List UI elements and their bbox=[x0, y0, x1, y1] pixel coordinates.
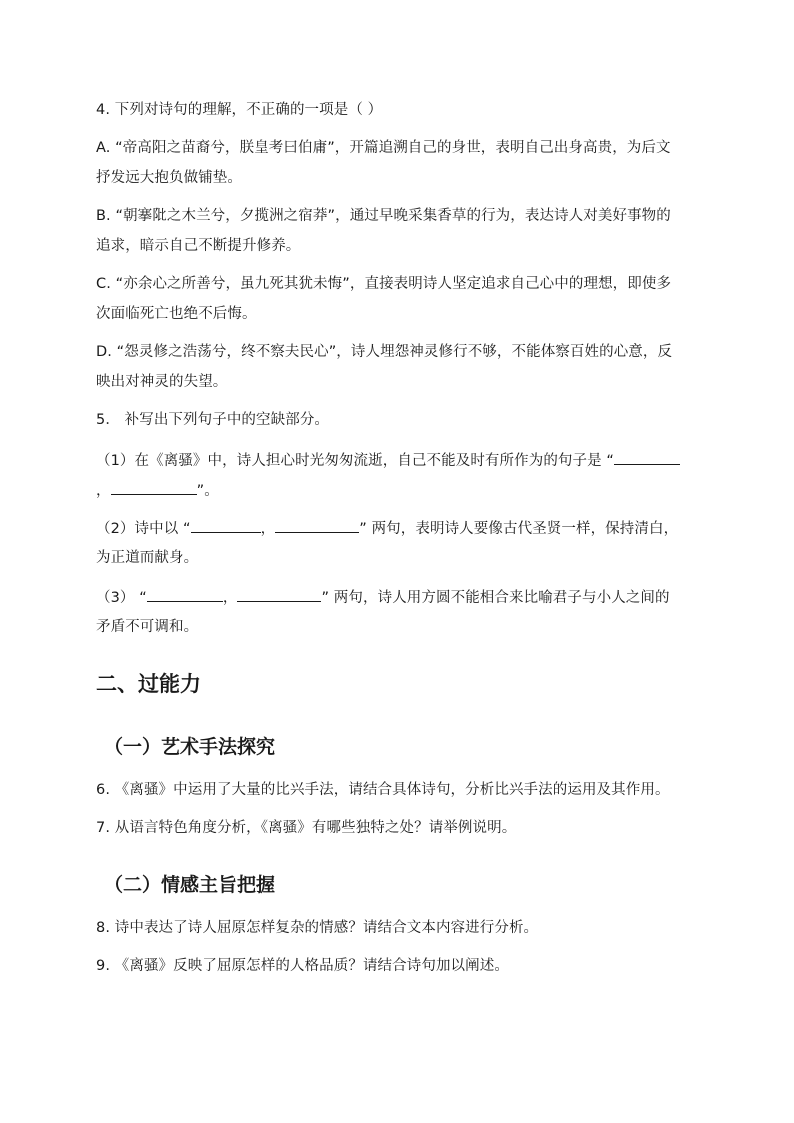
option-b-line-2: 追求，暗示自己不断提升修养。 bbox=[96, 238, 301, 254]
blank-closing-quote: ”。 bbox=[196, 483, 219, 499]
option-a-line-1: A. “帝高阳之苗裔兮，朕皇考曰伯庸”，开篇追溯自己的身世，表明自己出身高贵，为后文 bbox=[96, 140, 671, 156]
fill-in-blank[interactable] bbox=[275, 518, 359, 533]
question-6: 6. 《离骚》中运用了大量的比兴手法，请结合具体诗句，分析比兴手法的运用及其作用。 bbox=[96, 782, 670, 798]
question-5-part-1-text: （1）在《离骚》中，诗人担心时光匆匆流逝，自己不能及时有所作为的句子是 “ bbox=[96, 453, 615, 469]
fill-in-blank[interactable] bbox=[614, 450, 680, 465]
subsection-title-2: （二）情感主旨把握 bbox=[104, 874, 276, 896]
question-5-part-1-line-1 bbox=[96, 450, 680, 471]
question-4-stem: 4. 下列对诗句的理解，不正确的一项是（ ） bbox=[96, 102, 383, 118]
question-5-part-3-line-2: 矛盾不可调和。 bbox=[96, 619, 199, 635]
question-5-part-2-pre: （2）诗中以 “ bbox=[96, 521, 191, 537]
blank-separator: ， bbox=[260, 521, 276, 537]
option-b-line-1: B. “朝搴阰之木兰兮，夕揽洲之宿莽”，通过早晚采集香草的行为，表达诗人对美好事物的 bbox=[96, 208, 671, 224]
fill-in-blank[interactable] bbox=[147, 587, 223, 602]
option-c-line-2: 次面临死亡也绝不后悔。 bbox=[96, 306, 257, 322]
option-c-line-1: C. “亦余心之所善兮，虽九死其犹未悔”，直接表明诗人坚定追求自己心中的理想，即使多 bbox=[96, 276, 672, 292]
question-5-part-3-post: ” 两句，诗人用方圆不能相合来比喻君子与小人之间的 bbox=[321, 590, 670, 606]
fill-in-blank[interactable] bbox=[191, 518, 261, 533]
question-5-part-2-line-1 bbox=[96, 518, 678, 539]
question-5-part-3-pre: （3） “ bbox=[96, 590, 147, 606]
blank-separator: ， bbox=[96, 483, 111, 499]
option-a-line-2: 抒发远大抱负做铺垫。 bbox=[96, 170, 242, 186]
question-9: 9. 《离骚》反映了屈原怎样的人格品质？请结合诗句加以阐述。 bbox=[96, 958, 509, 974]
question-5-part-2-post: ” 两句，表明诗人要像古代圣贤一样，保持清白， bbox=[359, 521, 679, 537]
option-d-line-1: D. “怨灵修之浩荡兮，终不察夫民心”，诗人埋怨神灵修行不够，不能体察百姓的心意，反 bbox=[96, 344, 673, 360]
question-5-part-2-line-2: 为正道而献身。 bbox=[96, 550, 199, 566]
section-title: 二、过能力 bbox=[96, 672, 201, 696]
blank-separator: ， bbox=[222, 590, 238, 606]
question-5-part-3-line-1 bbox=[96, 587, 670, 608]
question-7: 7. 从语言特色角度分析，《离骚》有哪些独特之处？请举例说明。 bbox=[96, 820, 517, 836]
fill-in-blank[interactable] bbox=[111, 480, 197, 495]
option-d-line-2: 映出对神灵的失望。 bbox=[96, 374, 228, 390]
question-5-stem: 5． 补写出下列句子中的空缺部分。 bbox=[96, 412, 330, 428]
subsection-title-1: （一）艺术手法探究 bbox=[104, 736, 276, 758]
question-8: 8. 诗中表达了诗人屈原怎样复杂的情感？请结合文本内容进行分析。 bbox=[96, 920, 539, 936]
fill-in-blank[interactable] bbox=[237, 587, 321, 602]
question-5-part-1-line-2 bbox=[96, 480, 219, 501]
